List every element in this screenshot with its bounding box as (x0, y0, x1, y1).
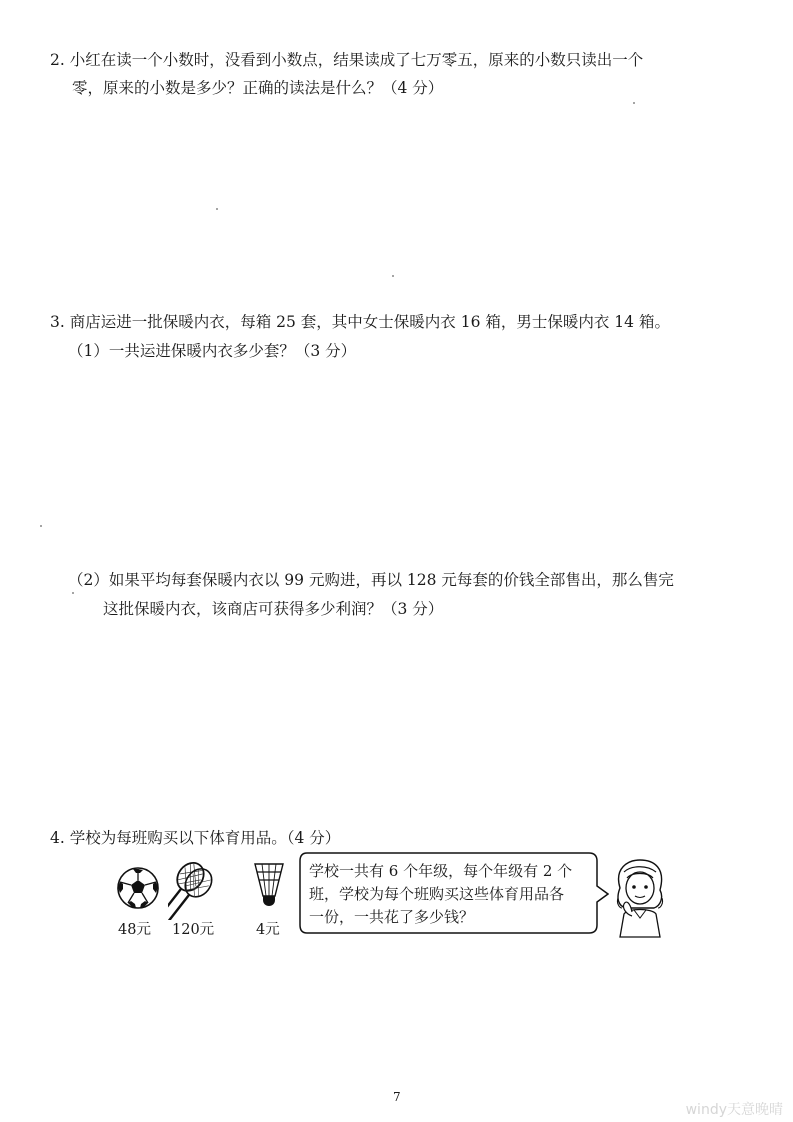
q3-line-1: 3. 商店运进一批保暖内衣，每箱 25 套，其中女士保暖内衣 16 箱，男士保暖内衣 14 箱。 (50, 313, 670, 331)
scan-speck (40, 525, 42, 527)
bubble-line-2: 班，学校为每个班购买这些体育用品各 (309, 885, 565, 903)
q4-line-1: 4. 学校为每班购买以下体育用品。（4 分） (50, 829, 341, 847)
q2-line-1: 2. 小红在读一个小数时，没看到小数点，结果读成了七万零五，原来的小数只读出一个 (50, 51, 644, 69)
bubble-line-3: 一份，一共花了多少钱？ (309, 908, 475, 926)
scan-speck (392, 275, 394, 277)
scan-speck (633, 102, 635, 104)
q3-sub-2-line-2: 这批保暖内衣，该商店可获得多少利润？（3 分） (103, 600, 444, 618)
q2-line-2: 零，原来的小数是多少？正确的读法是什么？（4 分） (72, 79, 444, 97)
shuttlecock-icon (253, 862, 285, 910)
watermark: windy天意晚晴 (685, 1102, 783, 1118)
q3-sub-1: （1）一共运进保暖内衣多少套？（3 分） (68, 342, 357, 360)
scan-speck (216, 208, 218, 210)
shuttlecock-price: 4元 (256, 922, 280, 938)
q3-sub-2-line-1: （2）如果平均每套保暖内衣以 99 元购进，再以 128 元每套的价钱全部售出，那么售完 (68, 571, 674, 589)
soccer-ball-icon (116, 866, 160, 910)
soccer-ball-price: 48元 (118, 922, 151, 938)
girl-icon (610, 858, 670, 938)
racket-price: 120元 (172, 922, 215, 938)
bubble-line-1: 学校一共有 6 个年级，每个年级有 2 个 (309, 862, 573, 880)
scan-speck (72, 592, 74, 594)
badminton-racket-icon (168, 860, 244, 920)
page-number: 7 (393, 1090, 401, 1104)
